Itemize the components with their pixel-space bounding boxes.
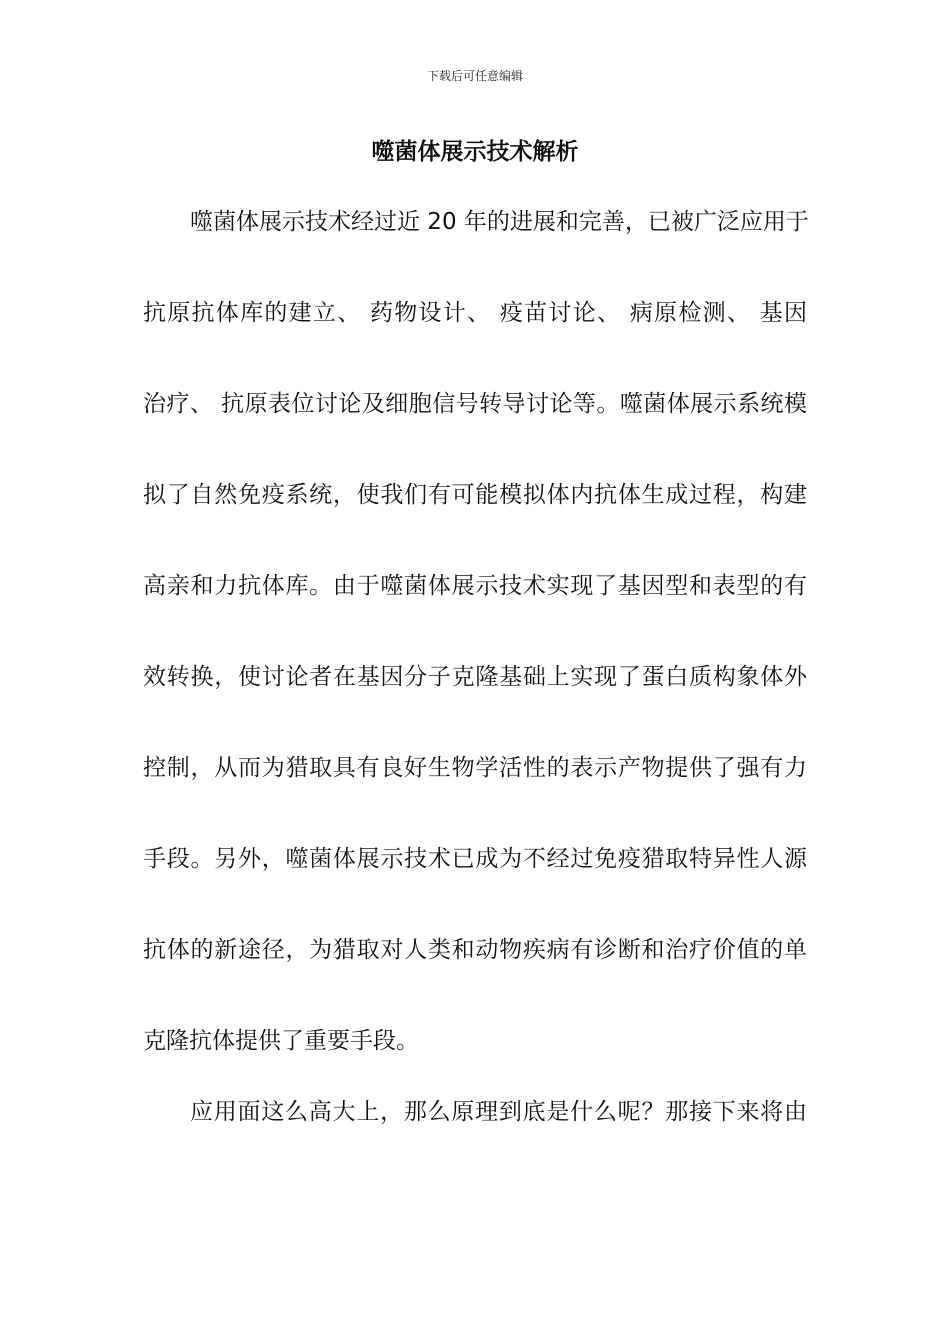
paragraph-1-line-4: 拟了自然免疫系统，使我们有可能模拟体内抗体生成过程，构建 [143,482,807,508]
paragraph-1-line-1: 噬菌体展示技术经过近 20 年的进展和完善，已被广泛应用于 [190,209,809,235]
paragraph-1-line-2: 抗原抗体库的建立、 药物设计、 疫苗讨论、 病原检测、 基因 [143,300,807,326]
paragraph-1-line-5: 高亲和力抗体库。由于噬菌体展示技术实现了基因型和表型的有 [143,573,807,599]
paragraph-1-line-9: 抗体的新途径，为猎取对人类和动物疾病有诊断和治疗价值的单 [143,937,807,963]
paragraph-1-line-7: 控制，从而为猎取具有良好生物学活性的表示产物提供了强有力 [143,755,807,781]
document-title: 噬菌体展示技术解析 [371,139,579,165]
paragraph-1-line-8: 手段。另外，噬菌体展示技术已成为不经过免疫猎取特异性人源 [143,846,807,872]
header-note: 下载后可任意编辑 [426,69,523,83]
paragraph-1-line-10: 克隆抗体提供了重要手段。 [143,1028,419,1054]
paragraph-1-line-3: 治疗、 抗原表位讨论及细胞信号转导讨论等。噬菌体展示系统模 [143,391,807,417]
paragraph-2-line-1: 应用面这么高大上，那么原理到底是什么呢？那接下来将由 [190,1099,807,1125]
paragraph-1-line-6: 效转换，使讨论者在基因分子克隆基础上实现了蛋白质构象体外 [143,664,807,690]
